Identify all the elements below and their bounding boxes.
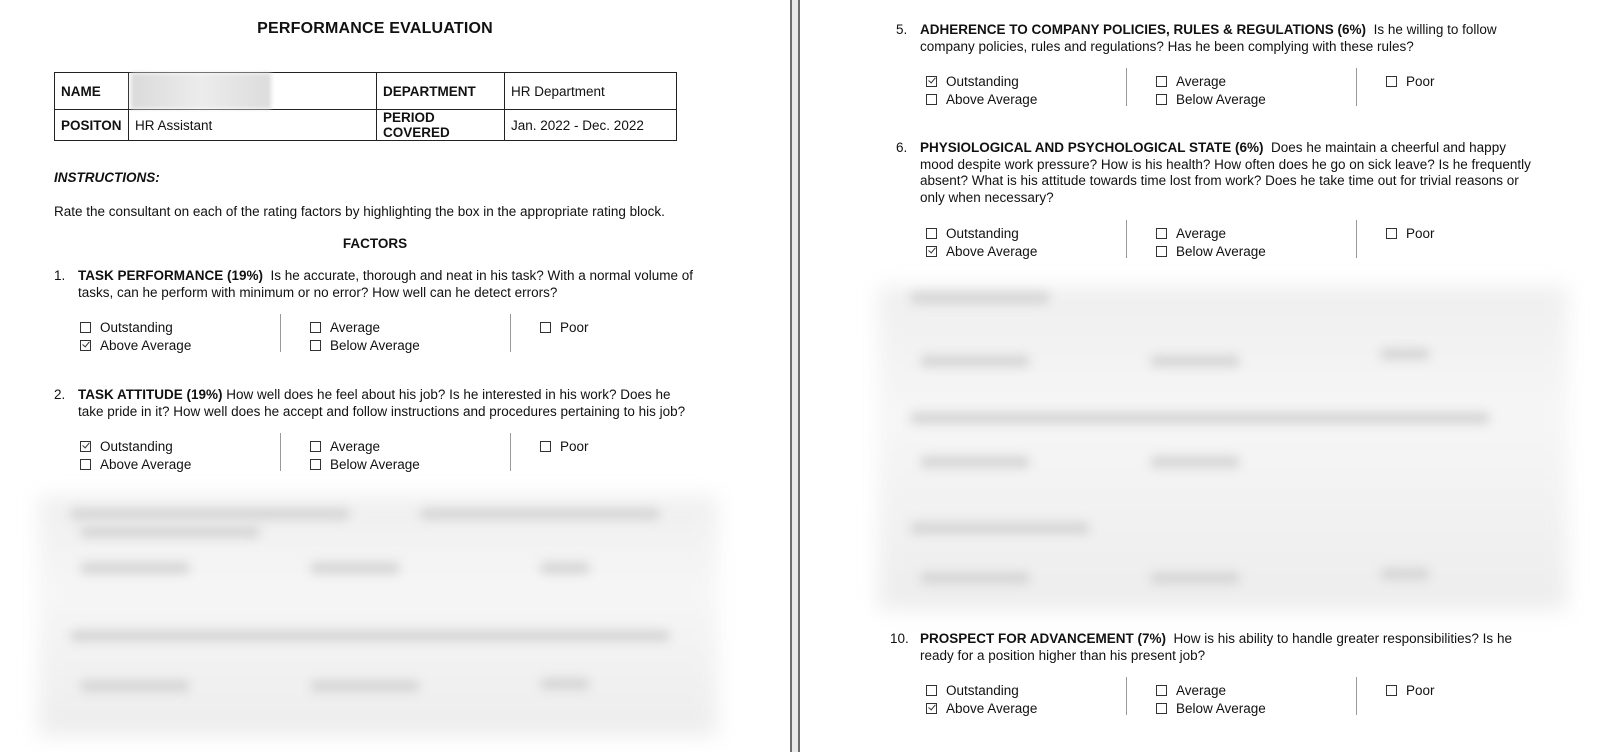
q6-option-poor[interactable]: [1386, 224, 1435, 242]
page-divider: [790, 0, 800, 752]
option-label: Average: [330, 438, 381, 454]
blurred-text-line: [1380, 568, 1430, 580]
position-value: HR Assistant: [129, 110, 377, 141]
checkbox-unchecked[interactable]: [80, 322, 91, 333]
employee-info-table: [54, 72, 677, 141]
option-label: Above Average: [100, 456, 192, 472]
question-5-title: ADHERENCE TO COMPANY POLICIES, RULES & REGULATIONS (6%): [920, 22, 1367, 37]
department-value: HR Department: [505, 73, 677, 110]
q2-option-poor[interactable]: [540, 437, 589, 455]
rating-column-divider: [280, 314, 281, 352]
rating-block-1: [80, 318, 700, 360]
option-label: Poor: [1406, 225, 1435, 241]
option-label: Average: [1176, 73, 1227, 89]
name-label: NAME: [55, 73, 129, 110]
checkbox-checked[interactable]: [80, 340, 91, 351]
question-10-text: How is his ability to handle greater responsibilities? Is he ready for a position higher than his present job?: [920, 631, 1512, 663]
checkbox-unchecked[interactable]: [926, 228, 937, 239]
instructions-text: Rate the consultant on each of the rating factors by highlighting the box in the appropriate rating block.: [54, 204, 665, 219]
question-10-title: PROSPECT FOR ADVANCEMENT (7%): [920, 631, 1167, 646]
blurred-text-line: [1380, 348, 1430, 360]
q6-option-outstanding[interactable]: [926, 224, 1037, 242]
blurred-text-line: [1150, 355, 1240, 367]
checkbox-checked[interactable]: [926, 703, 937, 714]
question-1: 1. TASK PERFORMANCE (19%) Is he accurate, thorough and neat in his task? With a normal volume of tasks, can he perform with minimum or no error? How well can he detect errors?: [54, 268, 694, 300]
checkbox-unchecked[interactable]: [1156, 703, 1167, 714]
blurred-text-line: [920, 355, 1030, 367]
q10-option-below-average[interactable]: [1156, 699, 1266, 717]
option-label: Outstanding: [100, 438, 173, 454]
checkbox-checked[interactable]: [80, 441, 91, 452]
rating-column-divider: [510, 314, 511, 352]
question-1-text: Is he accurate, thorough and neat in his task? With a normal volume of tasks, can he perform with minimum or no error? How well can he detect errors?: [78, 268, 694, 300]
q6-option-average[interactable]: [1156, 224, 1266, 242]
checkbox-unchecked[interactable]: [310, 322, 321, 333]
option-label: Below Average: [1176, 243, 1266, 259]
question-2-text: How well does he feel about his job? Is he interested in his work? Does he take pride in it? How well does he accept and follow instructions and procedures pertaining to his job?: [78, 387, 686, 419]
checkbox-checked[interactable]: [926, 76, 937, 87]
rating-column-divider: [1356, 677, 1357, 715]
q10-option-average[interactable]: [1156, 681, 1266, 699]
option-label: Poor: [560, 319, 589, 335]
checkbox-unchecked[interactable]: [1156, 228, 1167, 239]
rating-block-2: [80, 437, 700, 479]
q1-option-outstanding[interactable]: [80, 318, 191, 336]
q5-option-above-average[interactable]: [926, 90, 1037, 108]
blurred-text-line: [70, 508, 350, 520]
rating-column-divider: [1126, 677, 1127, 715]
checkbox-unchecked[interactable]: [1386, 76, 1397, 87]
left-page: [0, 0, 790, 752]
option-label: Below Average: [1176, 700, 1266, 716]
option-label: Below Average: [330, 456, 420, 472]
question-10: 10. PROSPECT FOR ADVANCEMENT (7%) How is his ability to handle greater responsibilities? Is he ready for a position higher than his present job?: [890, 631, 1512, 663]
checkbox-unchecked[interactable]: [1386, 228, 1397, 239]
option-label: Outstanding: [946, 682, 1019, 698]
blurred-text-line: [80, 562, 190, 574]
question-1-title: TASK PERFORMANCE (19%): [78, 268, 264, 283]
option-label: Poor: [560, 438, 589, 454]
option-label: Above Average: [946, 700, 1038, 716]
checkbox-unchecked[interactable]: [1156, 246, 1167, 257]
q10-option-outstanding[interactable]: [926, 681, 1037, 699]
question-6: 6. PHYSIOLOGICAL AND PSYCHOLOGICAL STATE (6%) Does he maintain a cheerful and happy mood despite work pressure? How is his health? How often does he go on sick leave? Is he frequently absent? What is his attitude towards time lost from work? Does he take time out for trivial reasons or only when necessary?: [896, 140, 1531, 205]
option-label: Poor: [1406, 73, 1435, 89]
question-2-title: TASK ATTITUDE (19%): [78, 387, 223, 402]
q10-option-poor[interactable]: [1386, 681, 1435, 699]
q2-option-outstanding[interactable]: [80, 437, 191, 455]
q10-option-above-average[interactable]: [926, 699, 1037, 717]
rating-block-5: [926, 72, 1546, 114]
rating-column-divider: [1126, 220, 1127, 258]
option-label: Outstanding: [100, 319, 173, 335]
period-label: PERIOD COVERED: [377, 110, 505, 141]
checkbox-unchecked[interactable]: [310, 459, 321, 470]
q5-option-average[interactable]: [1156, 72, 1266, 90]
redacted-name: [131, 73, 271, 109]
option-label: Above Average: [100, 337, 192, 353]
checkbox-unchecked[interactable]: [1156, 76, 1167, 87]
option-label: Outstanding: [946, 225, 1019, 241]
instructions-heading: INSTRUCTIONS:: [54, 170, 160, 185]
q2-option-below-average[interactable]: [310, 455, 420, 473]
blurred-text-line: [1150, 572, 1240, 584]
blurred-text-line: [540, 678, 590, 690]
department-label: DEPARTMENT: [377, 73, 505, 110]
option-label: Below Average: [1176, 91, 1266, 107]
question-2: 2. TASK ATTITUDE (19%) How well does he feel about his job? Is he interested in his work? Does he take pride in it? How well does he accept and follow instructions and procedures pertaining to his job?: [54, 387, 686, 419]
option-label: Average: [330, 319, 381, 335]
rating-block-10: [926, 681, 1546, 723]
question-6-title: PHYSIOLOGICAL AND PSYCHOLOGICAL STATE (6%): [920, 140, 1264, 155]
checkbox-unchecked[interactable]: [1156, 685, 1167, 696]
q1-option-average[interactable]: [310, 318, 420, 336]
rating-column-divider: [1356, 220, 1357, 258]
checkbox-unchecked[interactable]: [1386, 685, 1397, 696]
period-value: Jan. 2022 - Dec. 2022: [505, 110, 677, 141]
position-label: POSITON: [55, 110, 129, 141]
q5-option-poor[interactable]: [1386, 72, 1435, 90]
blurred-text-line: [70, 630, 670, 642]
rating-block-6: [926, 224, 1546, 266]
blurred-text-line: [920, 572, 1030, 584]
option-label: Poor: [1406, 682, 1435, 698]
blurred-text-line: [420, 508, 660, 520]
question-6-text: Does he maintain a cheerful and happy mood despite work pressure? How is his health? How often does he go on sick leave? Is he frequently absent? What is his attitude towards time lost from work? Does he take time out for trivial reasons or only when necessary?: [920, 140, 1531, 205]
q6-option-below-average[interactable]: [1156, 242, 1266, 260]
checkbox-unchecked[interactable]: [310, 441, 321, 452]
blurred-text-line: [910, 292, 1050, 304]
rating-column-divider: [510, 433, 511, 471]
blurred-text-line: [310, 562, 400, 574]
option-label: Average: [1176, 225, 1227, 241]
q1-option-poor[interactable]: [540, 318, 589, 336]
q5-option-below-average[interactable]: [1156, 90, 1266, 108]
checkbox-unchecked[interactable]: [926, 685, 937, 696]
checkbox-unchecked[interactable]: [310, 340, 321, 351]
option-label: Above Average: [946, 91, 1038, 107]
q2-option-average[interactable]: [310, 437, 420, 455]
checkbox-unchecked[interactable]: [1156, 94, 1167, 105]
right-page: [800, 0, 1620, 752]
option-label: Outstanding: [946, 73, 1019, 89]
checkbox-unchecked[interactable]: [80, 459, 91, 470]
name-value: [129, 73, 377, 110]
question-5-text: Is he willing to follow company policies, rules and regulations? Has he been complying with these rules?: [920, 22, 1497, 54]
question-5: 5. ADHERENCE TO COMPANY POLICIES, RULES & REGULATIONS (6%) Is he willing to follow company policies, rules and regulations? Has he been complying with these rules?: [896, 22, 1497, 54]
blurred-text-line: [1150, 456, 1240, 468]
page-title: PERFORMANCE EVALUATION: [257, 20, 493, 37]
checkbox-unchecked[interactable]: [540, 441, 551, 452]
blurred-text-line: [910, 412, 1490, 424]
rating-column-divider: [280, 433, 281, 471]
checkbox-unchecked[interactable]: [540, 322, 551, 333]
blurred-text-line: [920, 456, 1030, 468]
q6-option-above-average[interactable]: [926, 242, 1037, 260]
rating-column-divider: [1356, 68, 1357, 106]
q1-option-below-average[interactable]: [310, 336, 420, 354]
q5-option-outstanding[interactable]: [926, 72, 1037, 90]
option-label: Above Average: [946, 243, 1038, 259]
blurred-text-line: [80, 680, 190, 692]
blurred-text-line: [80, 526, 260, 538]
option-label: Average: [1176, 682, 1227, 698]
blurred-text-line: [310, 680, 420, 692]
q1-option-above-average[interactable]: [80, 336, 191, 354]
blurred-questions-7-9: [878, 286, 1568, 610]
rating-column-divider: [1126, 68, 1127, 106]
blurred-text-line: [540, 562, 590, 574]
option-label: Below Average: [330, 337, 420, 353]
checkbox-checked[interactable]: [926, 246, 937, 257]
checkbox-unchecked[interactable]: [926, 94, 937, 105]
q2-option-above-average[interactable]: [80, 455, 191, 473]
blurred-text-line: [910, 522, 1090, 534]
factors-heading: FACTORS: [342, 236, 408, 251]
